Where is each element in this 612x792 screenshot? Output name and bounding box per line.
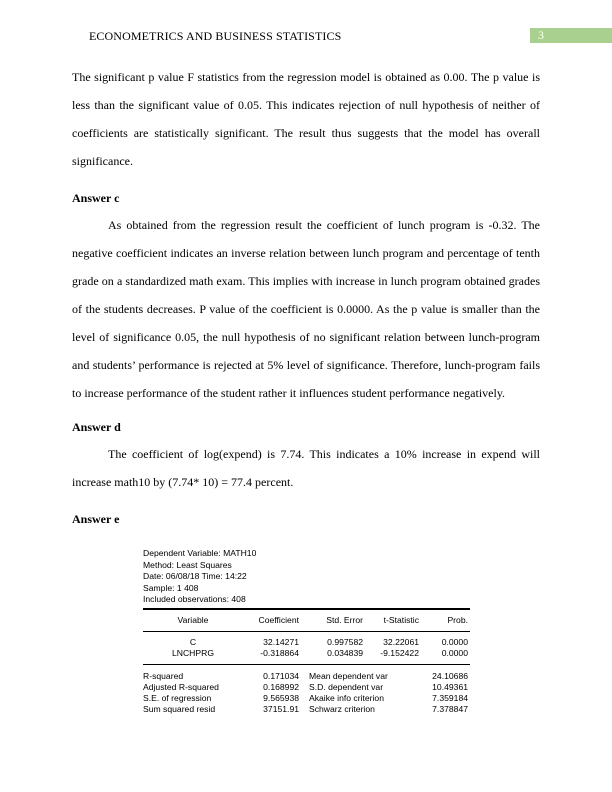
row-coefficient: 32.14271	[263, 637, 299, 647]
stat-value-right: 7.378847	[432, 704, 468, 714]
heading-answer-e: Answer e	[72, 512, 120, 526]
table-stats-rule	[143, 664, 470, 665]
table-header-row	[143, 615, 470, 626]
meta-dependent-variable: Dependent Variable: MATH10	[143, 548, 257, 558]
stat-label-right: Schwarz criterion	[309, 704, 375, 714]
paragraph-f-statistic: The significant p value F statistics from the regression model is obtained as 0.00. The p value is less than the significant value of 0.05. This indicates rejection of null hypothesis of neither of coefficients are statistically significant. The result thus suggests that the model has overall significance.	[72, 70, 540, 168]
regression-meta	[143, 548, 470, 606]
stat-value-right: 10.49361	[432, 682, 468, 692]
stat-label-right: S.D. dependent var	[309, 682, 384, 692]
row-variable: LNCHPRG	[171, 648, 215, 658]
stat-value-left: 0.171034	[263, 671, 299, 681]
col-t-statistic: t-Statistic	[383, 615, 419, 625]
paragraph-answer-d: The coefficient of log(expend) is 7.74. This indicates a 10% increase in expend will increase math10 by (7.74* 10) = 77.4 percent.	[72, 447, 540, 489]
row-prob: 0.0000	[441, 637, 468, 647]
stat-label-left: Adjusted R-squared	[143, 682, 219, 692]
row-t-statistic: -9.152422	[380, 648, 419, 658]
col-variable: Variable	[177, 615, 209, 625]
stat-value-left: 0.168992	[263, 682, 299, 692]
heading-answer-d: Answer d	[72, 420, 121, 434]
col-std-error: Std. Error	[326, 615, 363, 625]
stat-label-left: Sum squared resid	[143, 704, 216, 714]
row-variable: C	[189, 637, 197, 647]
stat-value-right: 24.10686	[432, 671, 468, 681]
stat-value-left: 37151.91	[263, 704, 299, 714]
row-prob: 0.0000	[441, 648, 468, 658]
meta-method: Method: Least Squares	[143, 559, 232, 570]
header-title: ECONOMETRICS AND BUSINESS STATISTICS	[89, 29, 342, 43]
table-row	[143, 648, 470, 659]
page-number: 3	[530, 28, 612, 43]
row-coefficient: -0.318864	[260, 648, 299, 658]
row-t-statistic: 32.22061	[383, 637, 419, 647]
table-top-rule	[143, 608, 470, 610]
stat-label-left: S.E. of regression	[143, 693, 212, 703]
paragraph-answer-c: As obtained from the regression result the coefficient of lunch program is -0.32. The negative coefficient indicates an inverse relation between lunch program and percentage of tenth grade on a standardized math exam. This implies with increase in lunch program obtained grades of the students decreases. P value of the coefficient is 0.0000. As the p value is smaller than the level of significance 0.05, the null hypothesis of no significant relation between lunch-program and students’ performance is rejected at 5% level of significance. Therefore, lunch-program fails to increase performance of the student rather it influences student performance negatively.	[72, 218, 540, 400]
stat-value-right: 7.359184	[432, 693, 468, 703]
stat-label-right: Mean dependent var	[309, 671, 388, 681]
col-prob: Prob.	[447, 615, 468, 625]
stats-row	[143, 693, 470, 704]
meta-date: Date: 06/08/18 Time: 14:22	[143, 571, 247, 581]
regression-output	[143, 548, 470, 714]
meta-observations: Included observations: 408	[143, 594, 246, 604]
row-std-error: 0.997582	[327, 637, 363, 647]
table-header-rule	[143, 631, 470, 632]
table-row	[143, 637, 470, 648]
col-coefficient: Coefficient	[258, 615, 299, 625]
stats-row	[143, 671, 470, 682]
heading-answer-c: Answer c	[72, 191, 120, 205]
stats-row	[143, 682, 470, 693]
stat-label-right: Akaike info criterion	[309, 693, 384, 703]
stats-row	[143, 704, 470, 715]
meta-sample: Sample: 1 408	[143, 582, 199, 593]
stat-value-left: 9.565938	[263, 693, 299, 703]
row-std-error: 0.034839	[327, 648, 363, 658]
stat-label-left: R-squared	[143, 671, 184, 681]
